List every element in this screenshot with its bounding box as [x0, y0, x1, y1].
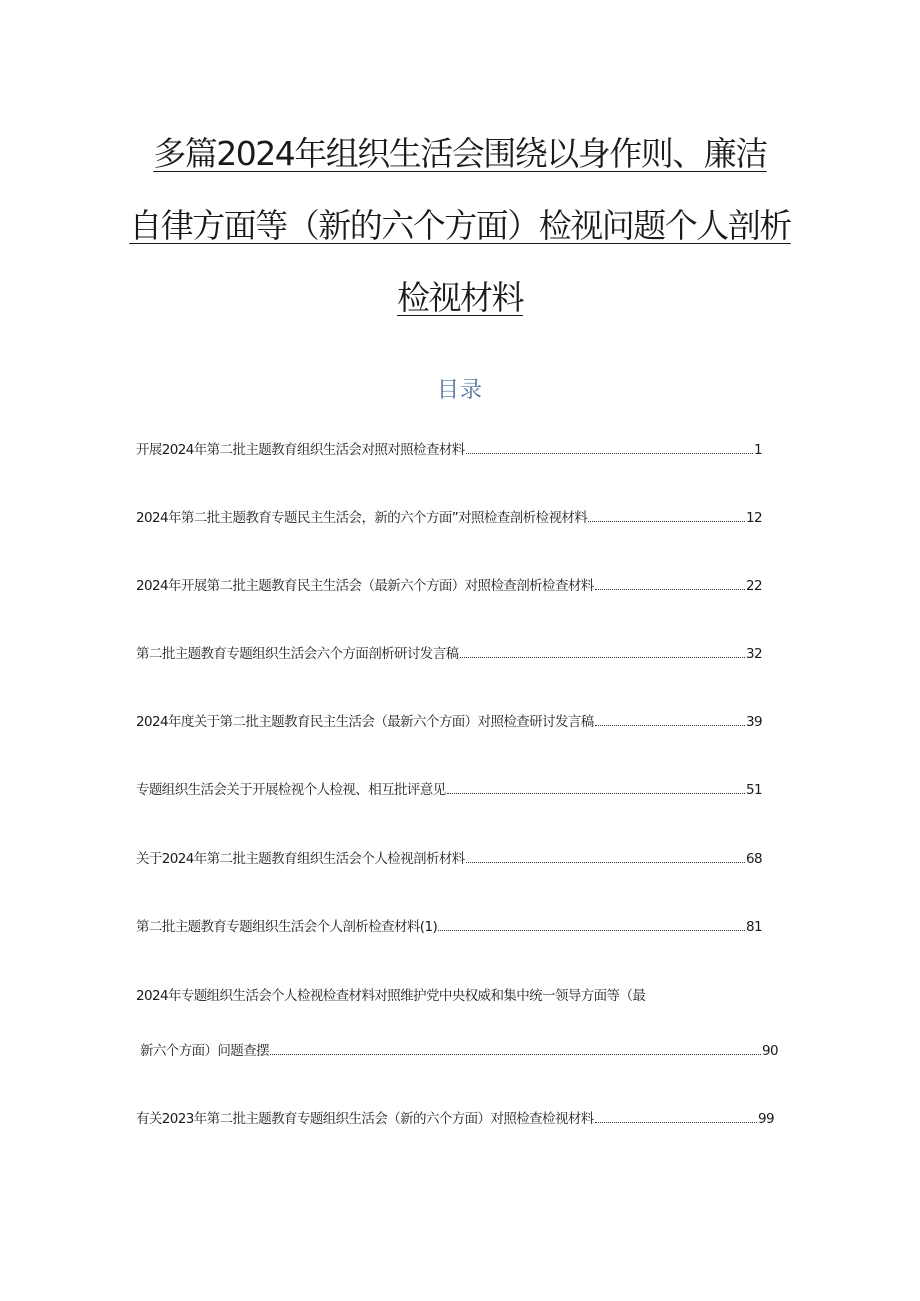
toc-entry-page: 32	[746, 646, 762, 662]
toc-entry-title: 专题组织生活会关于开展检视个人检视、相互批评意见	[136, 782, 446, 798]
toc-entry-page: 22	[746, 578, 762, 594]
toc-leader-dots	[460, 656, 746, 658]
toc-entry-page: 12	[746, 510, 762, 526]
toc-leader-dots	[595, 588, 745, 590]
toc-entry-title: 2024年第二批主题教育专题民主生活会，新的六个方面”对照检查剖析检视材料	[136, 510, 588, 526]
toc-leader-dots	[466, 861, 745, 863]
toc-entry[interactable]	[136, 847, 762, 867]
toc-entry-title: 2024年度关于第二批主题教育民主生活会（最新六个方面）对照检查研讨发言稿	[136, 714, 594, 730]
title-line-1: 多篇2024年组织生活会围绕以身作则、廉洁	[153, 134, 767, 173]
toc-entry-title: 第二批主题教育专题组织生活会六个方面剖析研讨发言稿	[136, 646, 459, 662]
toc-entry[interactable]	[136, 710, 762, 730]
toc-entry-page: 1	[754, 442, 762, 458]
toc-entry-title: 关于2024年第二批主题教育组织生活会个人检视剖析材料	[136, 851, 465, 867]
toc-entry-title: 开展2024年第二批主题教育组织生活会对照对照检查材料	[136, 442, 465, 458]
toc-entry[interactable]	[136, 438, 762, 458]
toc-entry-title-line-1[interactable]: 2024年专题组织生活会个人检视检查材料对照维护党中央权威和集中统一领导方面等（最	[136, 988, 646, 1004]
toc-leader-dots	[595, 724, 745, 726]
toc-heading: 目录	[436, 378, 483, 403]
toc-entry[interactable]	[140, 1039, 778, 1059]
toc-entry-page: 90	[762, 1043, 778, 1059]
toc-leader-dots	[270, 1053, 761, 1055]
toc-entry-title: 第二批主题教育专题组织生活会个人剖析检查材料(1)	[136, 919, 438, 935]
toc-leader-dots	[447, 792, 745, 794]
document-title	[100, 118, 820, 334]
toc-entry[interactable]	[136, 574, 762, 594]
toc-entry[interactable]	[136, 506, 762, 526]
title-line-3: 检视材料	[397, 278, 523, 317]
title-line-2: 自律方面等（新的六个方面）检视问题个人剖析	[129, 206, 791, 245]
toc-leader-dots	[595, 1121, 757, 1123]
toc-leader-dots	[588, 520, 745, 522]
toc-entry-page: 39	[746, 714, 762, 730]
toc-entry-page: 68	[746, 851, 762, 867]
toc-leader-dots	[466, 452, 753, 454]
toc-entry-title: 有关2023年第二批主题教育专题组织生活会（新的六个方面）对照检查检视材料	[136, 1111, 594, 1127]
toc-entry-page: 51	[746, 782, 762, 798]
toc-entry-title-line-2: 新六个方面）问题查摆	[140, 1043, 269, 1059]
toc-entry[interactable]	[136, 1107, 774, 1127]
toc-entry[interactable]	[136, 642, 762, 662]
toc-leader-dots	[438, 929, 745, 931]
toc-entry-page: 99	[758, 1111, 774, 1127]
toc-entry[interactable]	[136, 778, 762, 798]
toc-entry-page: 81	[746, 919, 762, 935]
toc-entry-title: 2024年开展第二批主题教育民主生活会（最新六个方面）对照检查剖析检查材料	[136, 578, 594, 594]
toc-entry[interactable]	[136, 915, 762, 935]
